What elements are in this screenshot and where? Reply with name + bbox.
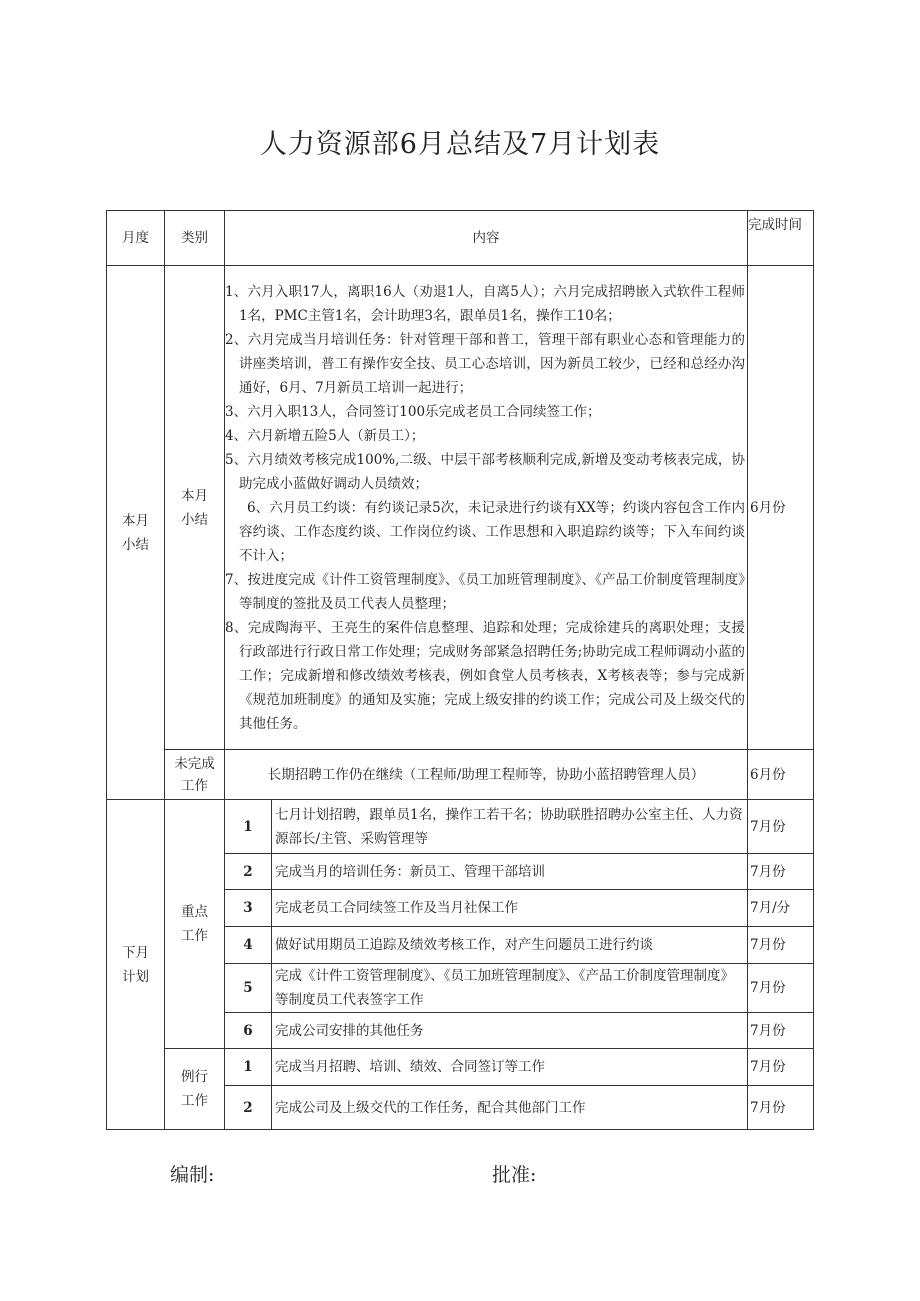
header-category: 类别 [165, 211, 225, 266]
summary-section-line: 小结 [181, 511, 208, 528]
plan-period-label [107, 800, 165, 1130]
summary-item: 5、六月绩效考核完成100%,二级、中层干部考核顺利完成,新增及变动考核表完成，协助完成小蓝做好调动人员绩效； [225, 451, 745, 492]
row-time: 7月份 [748, 1049, 814, 1086]
row-content: 完成老员工合同续签工作及当月社保工作 [272, 890, 748, 927]
row-number: 2 [225, 1086, 272, 1130]
row-content: 做好试用期员工追踪及绩效考核工作，对产生问题员工进行约谈 [272, 927, 748, 964]
approved-by-label: 批准: [492, 1164, 537, 1186]
row-content: 完成公司及上级交代的工作任务，配合其他部门工作 [272, 1086, 748, 1130]
row-time: 7月份 [748, 1086, 814, 1130]
summary-section-label [165, 266, 225, 750]
routine-row [107, 1049, 814, 1086]
plan-period-line: 计划 [122, 968, 149, 985]
prepared-by-label: 编制: [170, 1164, 215, 1186]
page-title: 人力资源部6月总结及7月计划表 [259, 129, 661, 160]
summary-item: 6、六月员工约谈：有约谈记录5次，未记录进行约谈有XX等；约谈内容包含工作内容约谈、工作态度约谈、工作岗位约谈、工作思想和入职追踪约谈等；下入车间约谈不计入； [239, 499, 745, 564]
unfinished-time: 6月份 [748, 750, 814, 800]
summary-item: 7、按进度完成《计件工资管理制度》、《员工加班管理制度》、《产品工价制度管理制度》等制度的签批及员工代表人员整理； [225, 571, 745, 612]
row-time: 7月份 [748, 854, 814, 890]
row-number: 5 [225, 964, 272, 1013]
summary-row [107, 266, 814, 750]
row-time: 7月份 [748, 800, 814, 854]
row-content: 完成当月招聘、培训、绩效、合同签订等工作 [272, 1049, 748, 1086]
summary-period-line: 小结 [122, 536, 149, 553]
summary-item: 4、六月新增五险5人（新员工）； [225, 427, 425, 444]
row-time: 7月份 [748, 927, 814, 964]
summary-period-line: 本月 [122, 512, 149, 529]
summary-item: 8、完成陶海平、王亮生的案件信息整理、追踪和处理；完成徐建兵的离职处理；支援行政部进行行政日常工作处理；完成财务部紧急招聘任务;协助完成工程师调动小蓝的工作；完成新增和修改绩效考核表，例如食堂人员考核表，X考核表等；参与完成新《规范加班制度》的通知及实施；完成上级安排的约谈工作；完成公司及上级交代的其他任务。 [225, 619, 745, 732]
unfinished-label-line: 未完成 [174, 755, 215, 772]
row-number: 6 [225, 1013, 272, 1049]
header-row [107, 211, 814, 266]
summary-period-label [107, 266, 165, 800]
header-content: 内容 [225, 211, 748, 266]
row-number: 4 [225, 927, 272, 964]
summary-item: 1、六月入职17人，离职16人（劝退1人，自离5人）；六月完成招聘嵌入式软件工程师1名，PMC主管1名，会计助理3名，跟单员1名，操作工10名； [225, 283, 745, 324]
unfinished-label-line: 工作 [181, 777, 208, 794]
header-time: 完成时间 [748, 211, 814, 266]
summary-item: 2、六月完成当月培训任务：针对管理干部和普工，管理干部有职业心态和管理能力的讲座类培训，普工有操作安全技、员工心态培训，因为新员工较少，已经和总经办沟通好，6月、7月新员工培训一起进行； [225, 331, 745, 396]
key-row [107, 800, 814, 854]
row-content: 完成《计件工资管理制度》、《员工加班管理制度》、《产品工价制度管理制度》等制度员工代表签字工作 [272, 964, 748, 1013]
summary-time: 6月份 [748, 266, 814, 750]
summary-items [225, 266, 748, 750]
key-work-line: 工作 [181, 928, 208, 944]
row-number: 1 [225, 1049, 272, 1086]
row-content: 完成当月的培训任务：新员工、管理干部培训 [272, 854, 748, 890]
routine-work-line: 例行 [181, 1069, 208, 1085]
plan-period-line: 下月 [122, 944, 149, 961]
row-number: 1 [225, 800, 272, 854]
summary-item: 3、六月入职13人，合同签订100乐完成老员工合同续签工作； [225, 403, 601, 420]
routine-work-label [165, 1049, 225, 1130]
row-number: 2 [225, 854, 272, 890]
header-month: 月度 [107, 211, 165, 266]
routine-work-line: 工作 [181, 1093, 208, 1109]
summary-section-line: 本月 [181, 487, 208, 504]
row-time: 7月份 [748, 1013, 814, 1049]
row-content: 完成公司安排的其他任务 [272, 1013, 748, 1049]
unfinished-label [165, 750, 225, 800]
row-time: 7月份 [748, 964, 814, 1013]
key-work-line: 重点 [181, 904, 208, 920]
row-content: 七月计划招聘，跟单员1名，操作工若干名；协助联胜招聘办公室主任、人力资源部长/主管、采购管理等 [272, 800, 748, 854]
unfinished-row [107, 750, 814, 800]
key-work-label [165, 800, 225, 1049]
summary-plan-table [106, 210, 814, 1130]
row-time: 7月/分 [748, 890, 814, 927]
unfinished-content: 长期招聘工作仍在继续（工程师/助理工程师等，协助小蓝招聘管理人员） [225, 750, 748, 800]
row-number: 3 [225, 890, 272, 927]
